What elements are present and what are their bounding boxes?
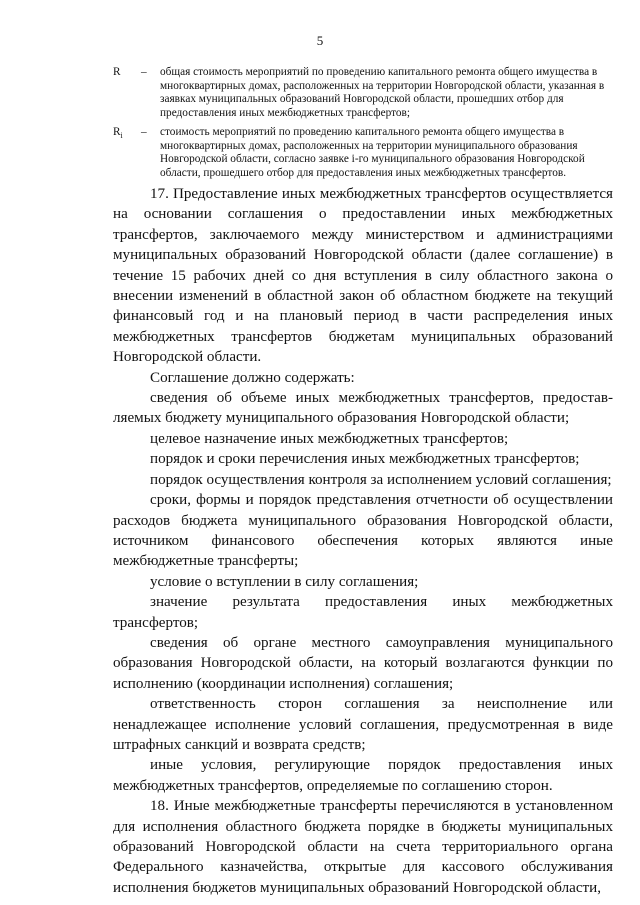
definition-symbol: $R_i$ [113, 126, 123, 140]
definition-text: общая стоимость мероприятий по проведению капитального ремонта общего имущества в многоквартирных домах, расположенных на территории Новгородской области, указанная в заявках муниципальных образований Новгородской области, прошедших отбор для предоставления иных межбюджетных трансфертов; [160, 66, 605, 119]
definition-dash: – [141, 126, 147, 138]
paragraph: Соглашение должно содержать: [150, 369, 355, 386]
paragraph: ответственность сторон соглашения за неисполнение или ненадлежащее исполнение условий соглашения, предусмотренная в виде штрафных санкций и возврата средств; [113, 696, 613, 753]
document-body [113, 184, 613, 898]
paragraph: порядок осуществления контроля за исполнением условий соглашения; [150, 471, 612, 488]
paragraph: сроки, формы и порядок представления отчетности об осуществлении расходов бюджета муниципального образования Новгородской области, источником финансового обеспечения которых являются иные межбюджетные трансферты; [113, 492, 613, 570]
paragraph-18: 18. Иные межбюджетные трансферты перечисляются в установленном для исполнения областного бюджета порядке в бюджеты муниципальных образований Новгородской области на счета территориального органа Федерального казначейства, открытые для кассового обслуживания исполнения бюджетов муниципальных образований Новгородской области, [113, 798, 613, 896]
paragraph: иные условия, регулирующие порядок предоставления иных межбюджетных трансфертов, определяемые по соглашению сторон. [113, 757, 613, 794]
paragraph: целевое назначение иных межбюджетных трансфертов; [150, 430, 509, 447]
definition-dash: – [141, 66, 147, 78]
paragraph: сведения об объеме иных межбюджетных трансфертов, предостав-ляемых бюджету муниципального образования Новгородской области; [113, 390, 613, 427]
paragraph: условие о вступлении в силу соглашения; [150, 573, 419, 590]
definition-symbol: R [113, 66, 121, 78]
page-number: 5 [316, 33, 324, 48]
paragraph: значение результата предоставления иных межбюджетных трансфертов; [113, 594, 613, 631]
paragraph-17: 17. Предоставление иных межбюджетных трансфертов осуществляется на основании соглашения о предоставлении иных межбюджетных трансфертов, заключаемого между министерством и администрациями муниципальных образований Новгородской области (далее соглашение) в течение 15 рабочих дней со дня вступления в силу областного закона о внесении изменений в областной закон об областном бюджете на текущий финансовый год и на плановый период в части распределения иных межбюджетных трансфертов бюджетам муниципальных образований Новгородской области. [113, 186, 613, 366]
paragraph: порядок и сроки перечисления иных межбюджетных трансфертов; [150, 451, 580, 468]
paragraph: сведения об органе местного самоуправления муниципального образования Новгородской области, на который возлагаются функции по исполнению (координации исполнения) соглашения; [113, 634, 613, 692]
definition-text: стоимость мероприятий по проведению капитального ремонта общего имущества в многоквартирных домах, расположенных на территории муниципального образования Новгородской области, согласно заявке i-го муниципального образования Новгородской области, прошедшего отбор для предоставления иных межбюджетных трансфертов. [160, 126, 585, 179]
